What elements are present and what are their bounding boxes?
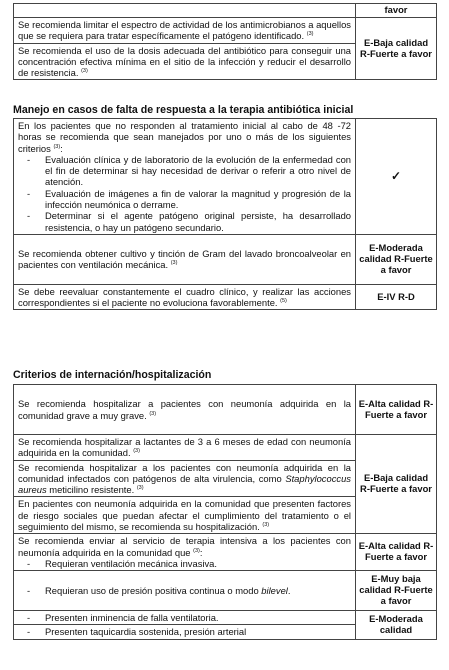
list-item: - Evaluación clínica y de laboratorio de la evolución de la enfermedad con el fin de determinar si hay necesidad de derivar o referir a otro nivel de atención. — [18, 154, 351, 188]
list-item: - Requieran ventilación mecánica invasiva. — [18, 558, 351, 569]
recommendation-text: Se recomienda hospitalizar a lactantes de 3 a 6 meses de edad con neumonía adquirida en la comunidad. $^{(3)}$ — [14, 435, 356, 461]
evidence-grade: E-Alta calidad R-Fuerte a favor — [356, 385, 437, 435]
recommendation-table-2 — [13, 118, 437, 310]
table-row — [14, 284, 437, 310]
recommendation-text: En pacientes con neumonía adquirida en la comunidad que presenten factores de riesgo sociales que puedan afectar el cumplimiento del tratamiento o el seguimiento del mismo, se recomienda su hospitalización. $^{(3)}$ — [14, 497, 356, 534]
list-item: - Presenten taquicardia sostenida, presión arterial — [18, 626, 351, 637]
recommendation-text — [14, 4, 356, 18]
table-row — [14, 385, 437, 435]
checkmark-icon: ✓ — [356, 119, 437, 235]
table-row — [14, 4, 437, 18]
table-row — [14, 571, 437, 611]
recommendation-text: Se recomienda hospitalizar a pacientes con neumonía adquirida en la comunidad grave a muy grave. $^{(3)}$ — [14, 385, 356, 435]
list-item: - Presenten inminencia de falla ventilatoria. — [18, 612, 351, 623]
evidence-grade: E-Muy baja calidad R-Fuerte a favor — [356, 571, 437, 611]
recommendation-text: Se recomienda el uso de la dosis adecuada del antibiótico para conseguir una concentración efectiva mínima en el sitio de la infección y reducir el desarrollo de resistencia. $^{(3)}$ — [14, 43, 356, 80]
evidence-grade: E-Moderada calidad R-Fuerte a favor — [356, 234, 437, 284]
table-row — [14, 534, 437, 571]
recommendation-text: Se recomienda obtener cultivo y tinción de Gram del lavado broncoalveolar en pacientes con ventilación mecánica. $^{(3)}$ — [14, 234, 356, 284]
recommendation-text — [14, 611, 356, 625]
table-row — [14, 234, 437, 284]
table-row — [14, 18, 437, 44]
recommendation-text — [14, 571, 356, 611]
table-row — [14, 119, 437, 235]
section-heading: Manejo en casos de falta de respuesta a la terapia antibiótica inicial — [13, 104, 354, 116]
recommendation-text: En los pacientes que no responden al tratamiento inicial al cabo de 48 -72 horas se recomienda que sean manejados por uno o más de los siguientes criterios $^{(3)}$: - Evaluación clínica y de laboratorio de la evolución de la enfermedad con el fin de determinar si hay necesidad de derivar o referir a otro nivel de atención. - Evaluación de imágenes a fin de valorar la magnitud y progresión de la infección neumónica o derrame. - Determinar si el agente patógeno original persiste, ha desarrollado resistencia, o hay un patógeno secundario. — [14, 119, 356, 235]
recommendation-text: Se recomienda enviar al servicio de terapia intensiva a los pacientes con neumonía adquirida en la comunidad que $^{(3)}$: - Requieran ventilación mecánica invasiva. — [14, 534, 356, 571]
list-item: - Evaluación de imágenes a fin de valorar la magnitud y progresión de la infección neumónica o derrame. — [18, 188, 351, 211]
criteria-list — [18, 154, 351, 233]
recommendation-text: Se recomienda limitar el espectro de actividad de los antimicrobianos a aquellos que se requiera para tratar específicamente el patógeno identificado. $^{(3)}$ — [14, 18, 356, 44]
evidence-grade: E-IV R-D — [356, 284, 437, 310]
recommendation-text — [14, 625, 356, 639]
evidence-grade: favor — [356, 4, 437, 18]
evidence-grade: E-Baja calidad R-Fuerte a favor — [356, 18, 437, 80]
evidence-grade: E-Alta calidad R-Fuerte a favor — [356, 534, 437, 571]
recommendation-text: Se recomienda hospitalizar a los pacientes con neumonía adquirida en la comunidad infectados con patógenos de alta virulencia, como Staphylococcus aureus meticilino resistente. $^{(3)}$ — [14, 460, 356, 497]
evidence-grade: E-Baja calidad R-Fuerte a favor — [356, 435, 437, 534]
list-item: - Requieran uso de presión positiva continua o modo bilevel. — [18, 585, 351, 596]
table-row — [14, 435, 437, 461]
list-item: - Determinar si el agente patógeno original persiste, ha desarrollado resistencia, o hay un patógeno secundario. — [18, 210, 351, 233]
recommendation-text: Se debe reevaluar constantemente el cuadro clínico, y realizar las acciones correspondientes si el paciente no evoluciona favorablemente. $^{(5)}$ — [14, 284, 356, 310]
recommendation-table-3 — [13, 384, 437, 640]
evidence-grade: E-Moderada calidad — [356, 611, 437, 640]
section-heading: Criterios de internación/hospitalización — [13, 369, 212, 381]
recommendation-table-1 — [13, 3, 437, 80]
table-row — [14, 611, 437, 625]
